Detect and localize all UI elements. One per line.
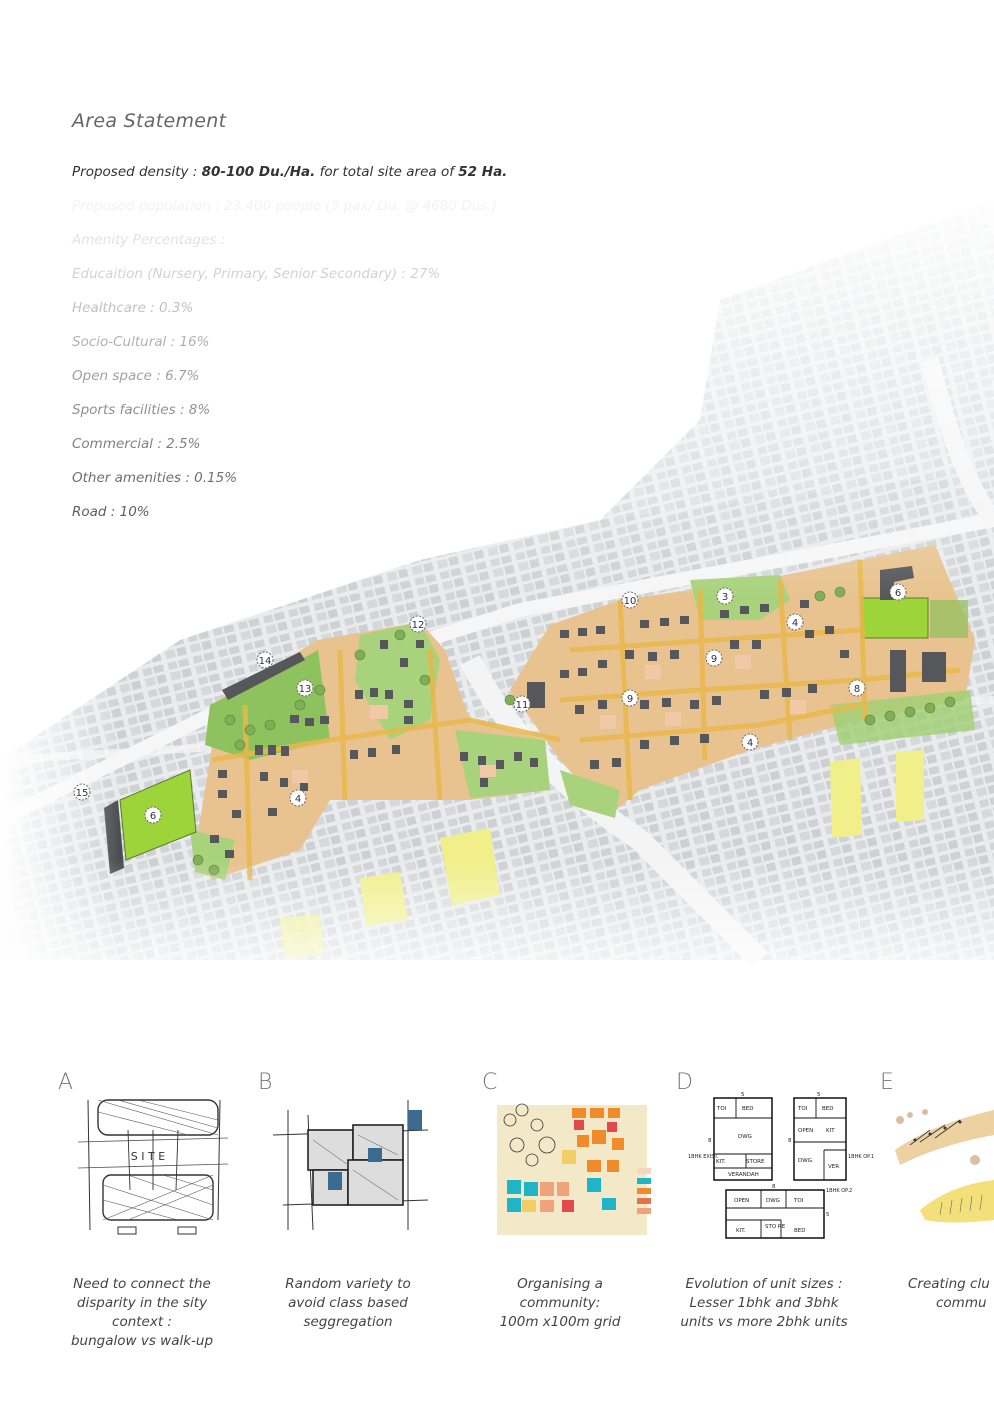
svg-text:8: 8 xyxy=(708,1138,712,1144)
svg-text:KIT: KIT xyxy=(826,1128,835,1134)
svg-text:BED: BED xyxy=(742,1106,754,1112)
panel-letter: D xyxy=(676,1070,693,1095)
callout xyxy=(410,616,426,632)
random-variety-sketch xyxy=(268,1090,433,1240)
callout xyxy=(297,680,313,696)
fade-overlay xyxy=(0,180,994,600)
caption-line: context : xyxy=(112,1314,172,1330)
svg-text:8: 8 xyxy=(788,1138,792,1144)
svg-text:5: 5 xyxy=(826,1212,830,1218)
panel-c-caption xyxy=(465,1275,655,1332)
svg-text:1BHK OP.1: 1BHK OP.1 xyxy=(848,1154,875,1160)
area-statement-title: Area Statement xyxy=(72,110,227,132)
caption-line: Lesser 1bhk and 3bhk xyxy=(689,1295,839,1311)
master-plan-map xyxy=(0,180,994,1000)
unit-plans-sketch xyxy=(686,1090,875,1240)
svg-text:BED: BED xyxy=(822,1106,834,1112)
callout xyxy=(849,680,865,696)
svg-text:12: 12 xyxy=(411,620,425,631)
svg-text:TOI: TOI xyxy=(798,1106,808,1112)
callout xyxy=(742,734,758,750)
community-grid-sketch xyxy=(492,1090,657,1240)
caption-line: Creating clu xyxy=(908,1276,990,1292)
callout xyxy=(622,690,638,706)
caption-line: community: xyxy=(519,1295,601,1311)
svg-text:4: 4 xyxy=(791,618,799,629)
fade-overlay xyxy=(0,600,120,1000)
caption-line: 100m x100m grid xyxy=(499,1314,621,1330)
svg-text:TOI: TOI xyxy=(794,1198,804,1204)
callout xyxy=(514,696,530,712)
callout xyxy=(257,652,273,668)
caption-line: Random variety to xyxy=(285,1276,411,1292)
cluster-sketch xyxy=(890,1090,994,1240)
density-mid: for total site area of xyxy=(315,164,459,180)
density-prefix: Proposed density : xyxy=(72,164,202,180)
callout xyxy=(622,592,638,608)
panel-d-caption xyxy=(669,1275,859,1332)
svg-text:DWG: DWG xyxy=(738,1134,752,1140)
svg-text:OPEN: OPEN xyxy=(734,1198,750,1204)
site-connection-sketch xyxy=(68,1090,233,1240)
callout xyxy=(706,650,722,666)
panel-b-caption xyxy=(253,1275,443,1332)
yellow-plot xyxy=(830,758,862,838)
svg-text:DWG.: DWG. xyxy=(798,1158,814,1164)
svg-text:14: 14 xyxy=(258,656,272,667)
sports-ground xyxy=(862,598,928,638)
svg-text:OPEN: OPEN xyxy=(798,1128,814,1134)
panel-e-caption xyxy=(896,1275,994,1313)
panel-a-caption xyxy=(47,1275,237,1351)
svg-text:VERANDAH: VERANDAH xyxy=(728,1172,759,1178)
caption-line: disparity in the sity xyxy=(76,1295,208,1311)
site-sketch-label: S I T E xyxy=(130,1150,166,1163)
svg-text:STO RE: STO RE xyxy=(765,1224,786,1230)
svg-text:9: 9 xyxy=(710,654,718,665)
svg-text:11: 11 xyxy=(515,700,529,711)
svg-text:13: 13 xyxy=(298,684,312,695)
panel-letter: A xyxy=(58,1070,74,1095)
caption-line: commu xyxy=(936,1295,987,1311)
yellow-plot xyxy=(896,750,924,822)
caption-line: units vs more 2bhk units xyxy=(680,1314,848,1330)
caption-line: Need to connect the xyxy=(73,1276,211,1292)
callout xyxy=(74,784,90,800)
svg-text:8: 8 xyxy=(772,1184,776,1190)
svg-text:KIT.: KIT. xyxy=(736,1228,746,1234)
svg-text:BED: BED xyxy=(794,1228,806,1234)
panel-letter: C xyxy=(482,1070,498,1095)
svg-text:4: 4 xyxy=(746,738,754,749)
svg-text:TOI: TOI xyxy=(717,1106,727,1112)
svg-text:DWG: DWG xyxy=(766,1198,780,1204)
caption-line: Organising a xyxy=(517,1276,603,1292)
callout xyxy=(145,807,161,823)
svg-text:1BHK OP.2: 1BHK OP.2 xyxy=(826,1188,853,1194)
callout xyxy=(290,790,306,806)
sports-ground-edge xyxy=(930,600,968,638)
svg-text:5: 5 xyxy=(817,1092,821,1098)
density-line xyxy=(72,164,507,180)
caption-line: seggregation xyxy=(303,1314,393,1330)
caption-line: avoid class based xyxy=(288,1295,408,1311)
svg-text:KIT.: KIT. xyxy=(716,1159,726,1165)
panel-letter: B xyxy=(258,1070,273,1095)
fade-overlay xyxy=(0,860,994,1000)
caption-line: bungalow vs walk-up xyxy=(70,1333,214,1349)
panel-e xyxy=(880,1070,994,1250)
svg-text:8: 8 xyxy=(853,684,861,695)
svg-text:STORE: STORE xyxy=(746,1159,765,1165)
svg-text:1BHK EXIST.: 1BHK EXIST. xyxy=(688,1154,719,1160)
svg-text:4: 4 xyxy=(294,794,302,805)
svg-text:10: 10 xyxy=(623,596,637,607)
site-area-value: 52 Ha. xyxy=(458,164,508,180)
svg-text:6: 6 xyxy=(149,811,157,822)
svg-text:6: 6 xyxy=(894,588,902,599)
callout xyxy=(890,584,906,600)
svg-text:VER: VER xyxy=(828,1164,840,1170)
caption-line: Evolution of unit sizes : xyxy=(685,1276,843,1292)
svg-text:15: 15 xyxy=(75,788,89,799)
svg-text:5: 5 xyxy=(741,1092,745,1098)
callout xyxy=(717,588,733,604)
svg-text:3: 3 xyxy=(721,592,729,603)
panel-letter: E xyxy=(880,1070,894,1095)
svg-text:9: 9 xyxy=(626,694,634,705)
callout xyxy=(787,614,803,630)
density-value: 80-100 Du./Ha. xyxy=(201,164,316,180)
